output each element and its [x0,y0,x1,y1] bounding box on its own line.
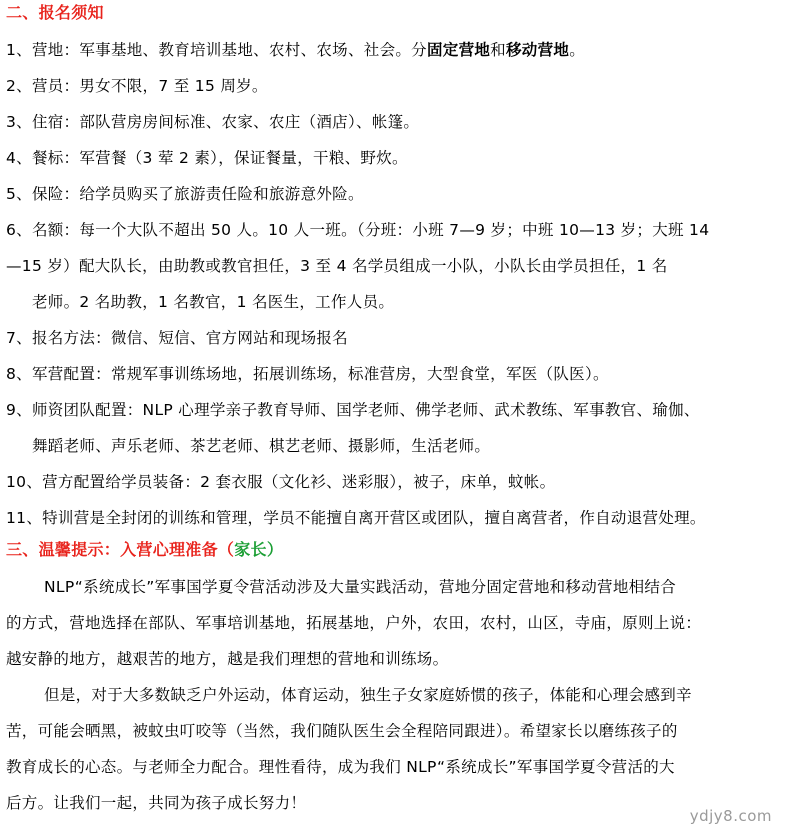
section-3-title [6,540,796,560]
mobile-camp-bold: 移动营地 [505,41,570,59]
item-6-line-2: —15 岁）配大队长，由助教或教官担任，3 至 4 名学员组成一小队，小队长由学员担任，1 名 [6,257,668,275]
paragraph-2-line-1: 但是，对于大多数缺乏户外运动，体育运动，独生子女家庭娇惯的孩子，体能和心理会感到辛 [44,686,692,704]
item-8: 8、军营配置：常规军事训练场地，拓展训练场，标准营房，大型食堂，军医（队医）。 [6,365,609,383]
section-3-title-red: 三、温馨提示：入营心理准备（ [6,540,235,559]
section-3-title-close: ） [266,540,284,559]
item-6-line-1: 6、名额：每一个大队不超出 50 人。10 人一班。（分班：小班 7—9 岁；中班 10—13 岁；大班 14 [6,221,710,239]
section-3-title-parents: 家长 [234,540,267,559]
item-2: 2、营员：男女不限，7 至 15 周岁。 [6,77,268,95]
item-1-and: 和 [490,41,506,59]
item-1-end: 。 [569,41,585,59]
item-1 [6,40,796,60]
item-10: 10、营方配置给学员装备：2 套衣服（文化衫、迷彩服），被子，床单，蚊帐。 [6,473,556,491]
paragraph-2-line-2: 苦，可能会晒黑，被蚊虫叮咬等（当然，我们随队医生会全程陪同跟进）。希望家长以磨练孩子的 [6,722,678,740]
item-7: 7、报名方法：微信、短信、官方网站和现场报名 [6,329,348,347]
item-11: 11、特训营是全封闭的训练和管理，学员不能擅自离开营区或团队，擅自离营者，作自动退营处理。 [6,509,706,527]
paragraph-2-line-4: 后方。让我们一起，共同为孩子成长努力！ [6,794,307,812]
paragraph-1-line-2: 的方式，营地选择在部队、军事培训基地，拓展基地，户外，农田，农村，山区，寺庙，原则上说： [6,614,702,632]
item-9-line-2: 舞蹈老师、声乐老师、茶艺老师、棋艺老师、摄影师，生活老师。 [32,437,491,455]
paragraph-2-line-3: 教育成长的心态。与老师全力配合。理性看待，成为我们 NLP“系统成长”军事国学夏令营活的大 [6,758,675,776]
fixed-camp-bold: 固定营地 [426,41,491,59]
section-2-title: 二、报名须知 [6,3,104,22]
watermark: ydjy8.com [689,807,772,825]
item-9-line-1: 9、师资团队配置：NLP 心理学亲子教育导师、国学老师、佛学老师、武术教练、军事教官、瑜伽、 [6,401,700,419]
item-4: 4、餐标：军营餐（3 荤 2 素），保证餐量，干粮、野炊。 [6,149,408,167]
item-6-line-3: 老师。2 名助教，1 名教官，1 名医生，工作人员。 [32,293,395,311]
paragraph-1-line-3: 越安静的地方，越艰苦的地方，越是我们理想的营地和训练场。 [6,650,449,668]
item-3: 3、住宿：部队营房房间标准、农家、农庄（酒店）、帐篷。 [6,113,420,131]
item-1-text: 1、营地：军事基地、教育培训基地、农村、农场、社会。分 [6,41,427,59]
item-5: 5、保险：给学员购买了旅游责任险和旅游意外险。 [6,185,364,203]
paragraph-1-line-1: NLP“系统成长”军事国学夏令营活动涉及大量实践活动，营地分固定营地和移动营地相结合 [44,578,677,596]
